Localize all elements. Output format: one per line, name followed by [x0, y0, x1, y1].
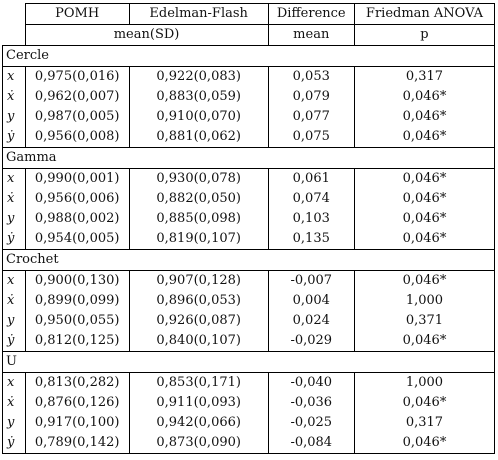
difference-cell: -0,029 [268, 331, 354, 352]
pomh-cell: 0,988(0,002) [25, 209, 129, 229]
difference-cell: 0,004 [268, 291, 354, 311]
table-row [3, 393, 495, 413]
difference-cell: -0,007 [268, 271, 354, 292]
table-row [3, 87, 495, 107]
header-edelman-flash: Edelman-Flash [129, 4, 268, 25]
edelman-flash-cell: 0,910(0,070) [129, 107, 268, 127]
edelman-flash-cell: 0,930(0,078) [129, 169, 268, 190]
difference-cell: 0,075 [268, 127, 354, 148]
pomh-cell: 0,962(0,007) [25, 87, 129, 107]
results-table-body [3, 4, 495, 454]
variable-cell: x [3, 373, 26, 394]
difference-cell: 0,135 [268, 229, 354, 250]
pomh-cell: 0,789(0,142) [25, 433, 129, 454]
difference-cell: 0,077 [268, 107, 354, 127]
table-row [3, 331, 495, 352]
pomh-cell: 0,917(0,100) [25, 413, 129, 433]
pomh-cell: 0,900(0,130) [25, 271, 129, 292]
table-row [3, 107, 495, 127]
header-friedman-anova: Friedman ANOVA [354, 4, 494, 25]
section-header-row [3, 148, 495, 169]
table-row [3, 189, 495, 209]
table-row [3, 291, 495, 311]
p-value-cell: 0,317 [354, 67, 494, 88]
difference-cell: -0,040 [268, 373, 354, 394]
edelman-flash-cell: 0,922(0,083) [129, 67, 268, 88]
section-name: Crochet [3, 250, 495, 271]
p-value-cell: 0,046* [354, 189, 494, 209]
section-name: Cercle [3, 46, 495, 67]
section-header-row [3, 250, 495, 271]
table-row [3, 209, 495, 229]
edelman-flash-cell: 0,942(0,066) [129, 413, 268, 433]
pomh-cell: 0,954(0,005) [25, 229, 129, 250]
variable-cell: x [3, 271, 26, 292]
subheader-mean-sd: mean(SD) [25, 25, 268, 46]
variable-cell: ẋ [3, 291, 26, 311]
results-table [2, 3, 495, 454]
p-value-cell: 0,046* [354, 393, 494, 413]
header-row [3, 4, 495, 25]
table-row [3, 67, 495, 88]
subheader-mean: mean [268, 25, 354, 46]
section-header-row [3, 46, 495, 67]
variable-cell: x [3, 67, 26, 88]
difference-cell: 0,061 [268, 169, 354, 190]
table-row [3, 413, 495, 433]
header-pomh: POMH [25, 4, 129, 25]
p-value-cell: 0,046* [354, 331, 494, 352]
table-row [3, 271, 495, 292]
edelman-flash-cell: 0,883(0,059) [129, 87, 268, 107]
difference-cell: -0,036 [268, 393, 354, 413]
pomh-cell: 0,899(0,099) [25, 291, 129, 311]
edelman-flash-cell: 0,819(0,107) [129, 229, 268, 250]
edelman-flash-cell: 0,907(0,128) [129, 271, 268, 292]
difference-cell: 0,103 [268, 209, 354, 229]
subheader-p: p [354, 25, 494, 46]
edelman-flash-cell: 0,882(0,050) [129, 189, 268, 209]
p-value-cell: 0,046* [354, 271, 494, 292]
variable-cell: ẋ [3, 189, 26, 209]
p-value-cell: 0,046* [354, 127, 494, 148]
edelman-flash-cell: 0,873(0,090) [129, 433, 268, 454]
section-name: U [3, 352, 495, 373]
variable-cell: y [3, 107, 26, 127]
pomh-cell: 0,812(0,125) [25, 331, 129, 352]
pomh-cell: 0,950(0,055) [25, 311, 129, 331]
table-row [3, 311, 495, 331]
pomh-cell: 0,975(0,016) [25, 67, 129, 88]
pomh-cell: 0,990(0,001) [25, 169, 129, 190]
table-row [3, 127, 495, 148]
p-value-cell: 1,000 [354, 291, 494, 311]
pomh-cell: 0,956(0,008) [25, 127, 129, 148]
variable-cell: y [3, 209, 26, 229]
edelman-flash-cell: 0,881(0,062) [129, 127, 268, 148]
table-row [3, 373, 495, 394]
variable-cell: y [3, 311, 26, 331]
variable-cell: ẏ [3, 331, 26, 352]
p-value-cell: 0,317 [354, 413, 494, 433]
difference-cell: 0,024 [268, 311, 354, 331]
subheader-row [3, 25, 495, 46]
variable-cell: ẋ [3, 393, 26, 413]
variable-cell: ẏ [3, 433, 26, 454]
p-value-cell: 0,371 [354, 311, 494, 331]
edelman-flash-cell: 0,885(0,098) [129, 209, 268, 229]
header-var-cell [3, 4, 26, 25]
p-value-cell: 1,000 [354, 373, 494, 394]
p-value-cell: 0,046* [354, 87, 494, 107]
p-value-cell: 0,046* [354, 209, 494, 229]
p-value-cell: 0,046* [354, 433, 494, 454]
variable-cell: ẏ [3, 127, 26, 148]
difference-cell: -0,025 [268, 413, 354, 433]
difference-cell: 0,053 [268, 67, 354, 88]
variable-cell: ẏ [3, 229, 26, 250]
variable-cell: ẋ [3, 87, 26, 107]
edelman-flash-cell: 0,840(0,107) [129, 331, 268, 352]
section-header-row [3, 352, 495, 373]
variable-cell: x [3, 169, 26, 190]
table-row [3, 229, 495, 250]
edelman-flash-cell: 0,926(0,087) [129, 311, 268, 331]
p-value-cell: 0,046* [354, 169, 494, 190]
table-row [3, 169, 495, 190]
difference-cell: 0,079 [268, 87, 354, 107]
pomh-cell: 0,813(0,282) [25, 373, 129, 394]
table-row [3, 433, 495, 454]
pomh-cell: 0,876(0,126) [25, 393, 129, 413]
pomh-cell: 0,956(0,006) [25, 189, 129, 209]
subheader-var-cell [3, 25, 26, 46]
p-value-cell: 0,046* [354, 107, 494, 127]
difference-cell: 0,074 [268, 189, 354, 209]
pomh-cell: 0,987(0,005) [25, 107, 129, 127]
section-name: Gamma [3, 148, 495, 169]
edelman-flash-cell: 0,853(0,171) [129, 373, 268, 394]
header-difference: Difference [268, 4, 354, 25]
edelman-flash-cell: 0,896(0,053) [129, 291, 268, 311]
variable-cell: y [3, 413, 26, 433]
difference-cell: -0,084 [268, 433, 354, 454]
edelman-flash-cell: 0,911(0,093) [129, 393, 268, 413]
p-value-cell: 0,046* [354, 229, 494, 250]
